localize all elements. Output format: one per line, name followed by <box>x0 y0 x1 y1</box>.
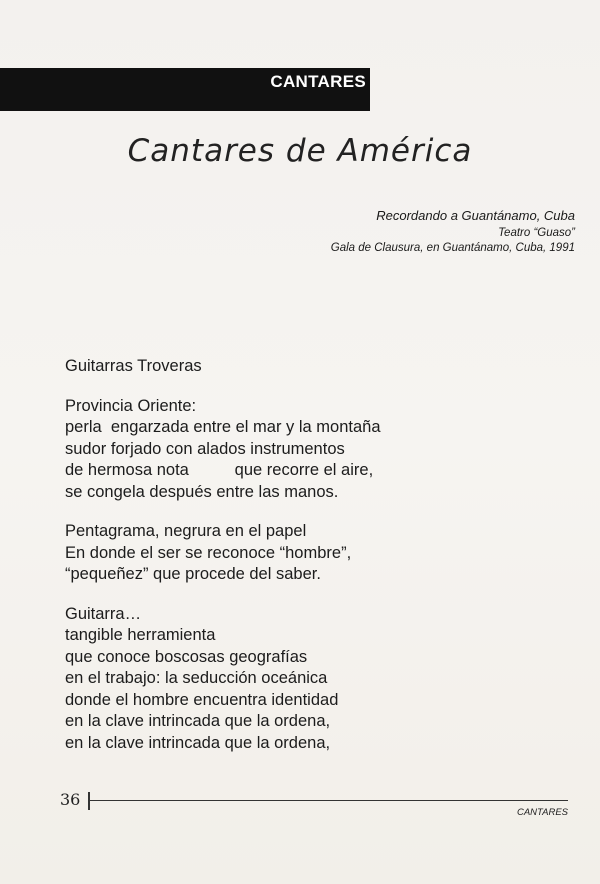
verse-line: en el trabajo: la seducción oceánica <box>65 669 328 687</box>
page-number: 36 <box>60 790 81 809</box>
verse-line: Guitarra… <box>65 604 142 623</box>
verse-line: se congela después entre las manos. <box>65 482 339 501</box>
poem-subtitle: Guitarras Troveras <box>65 357 202 375</box>
verse-line: en la clave intrincada que la ordena, <box>65 733 331 752</box>
verse-line: perla engarzada entre el mar y la montaña <box>65 418 381 436</box>
verse-line: sudor forjado con alados instrumentos <box>65 439 345 458</box>
verse-line: tangible herramienta <box>65 626 216 644</box>
footer-label: CANTARES <box>516 807 568 818</box>
dedication-line-2: Teatro “Guaso” <box>498 227 575 239</box>
dedication-line-3: Gala de Clausura, en Guantánamo, Cuba, 1991 <box>330 242 575 254</box>
stanza-3 <box>65 604 565 755</box>
dedication <box>331 208 575 256</box>
verse-line: Provincia Oriente: <box>65 396 197 415</box>
verse-line: En donde el ser se reconoce “hombre”, <box>65 543 352 562</box>
poem <box>65 356 565 772</box>
footer-rule <box>88 800 568 801</box>
footer-divider <box>88 792 90 810</box>
section-header-bar <box>0 68 370 111</box>
verse-line: donde el hombre encuentra identidad <box>65 690 339 709</box>
stanza-1 <box>65 396 565 504</box>
page-footer <box>60 790 568 820</box>
dedication-line-1: Recordando a Guantánamo, Cuba <box>376 208 575 223</box>
verse-line: en la clave intrincada que la ordena, <box>65 712 331 730</box>
section-tag: CANTARES <box>270 72 366 91</box>
verse-line: de hermosa nota que recorre el aire, <box>65 461 374 479</box>
verse-line: Pentagrama, negrura en el papel <box>65 522 307 540</box>
verse-line: que conoce boscosas geografías <box>65 647 308 666</box>
page-title: Cantares de América <box>127 133 473 169</box>
stanza-2 <box>65 521 565 586</box>
verse-line: “pequeñez” que procede del saber. <box>65 565 321 583</box>
